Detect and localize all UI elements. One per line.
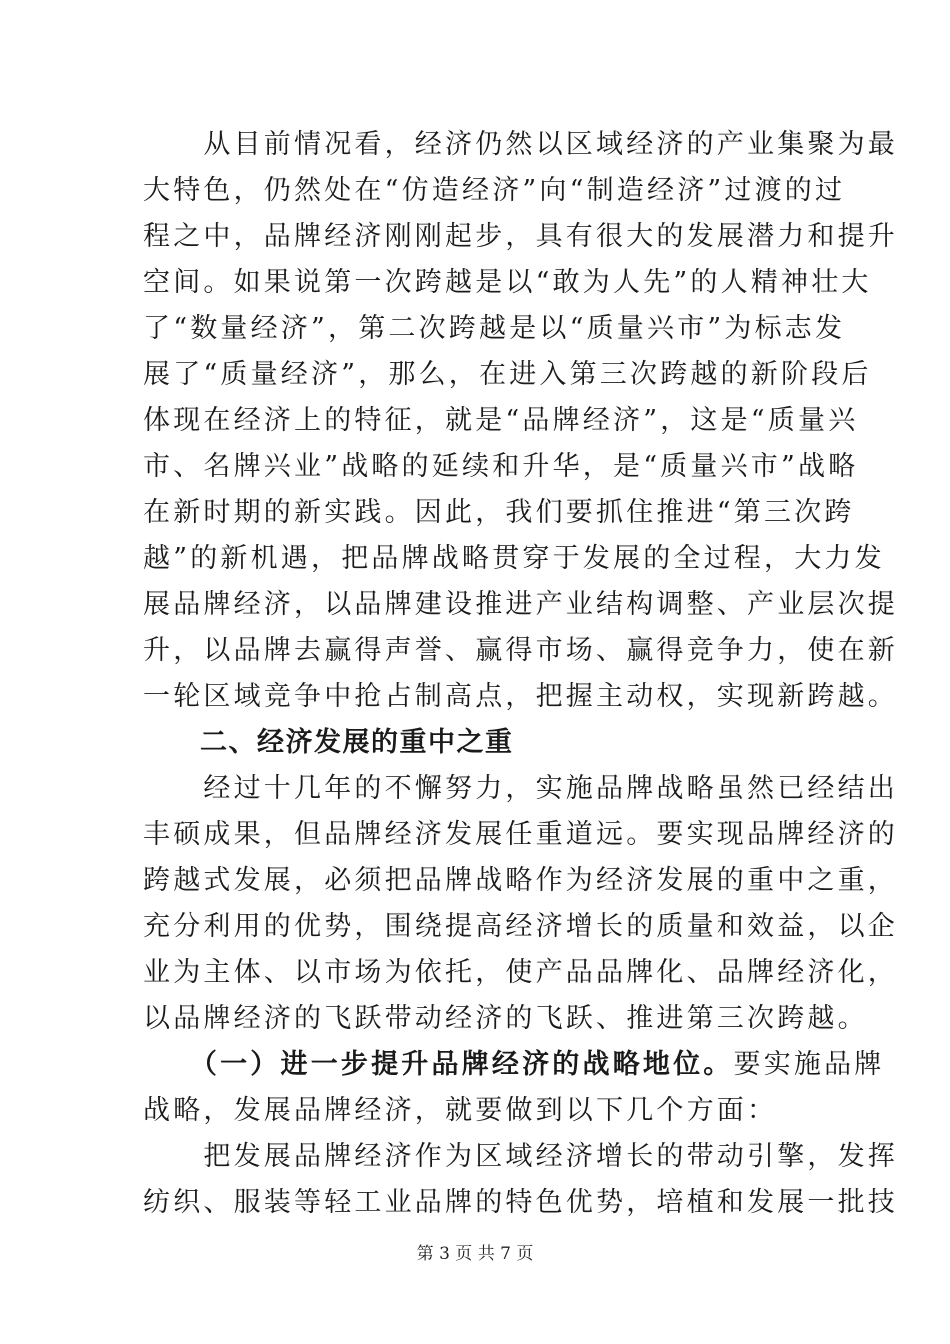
subsection-heading: （一）进一步提升品牌经济的战略地位。 xyxy=(143,1049,734,1080)
paragraph-line: 展了“质量经济”，那么，在进入第三次跨越的新阶段后 xyxy=(143,359,872,390)
paragraph-line: 纺织、服装等轻工业品牌的特色优势，培植和发展一批技 xyxy=(143,1187,898,1218)
paragraph-line: 以品牌经济的飞跃带动经济的飞跃、推进第三次跨越。 xyxy=(143,1003,868,1034)
paragraph-line: 了“数量经济”，第二次跨越是以“质量兴市”为标志发 xyxy=(143,313,846,344)
paragraph-line: 业为主体、以市场为依托，使产品品牌化、品牌经济化， xyxy=(143,957,898,988)
paragraph-line: 充分利用的优势，围绕提高经济增长的质量和效益，以企 xyxy=(143,911,898,942)
paragraph-line: 升，以品牌去赢得声誉、赢得市场、赢得竞争力，使在新 xyxy=(143,635,898,666)
paragraph-line: 丰硕成果，但品牌经济发展任重道远。要实现品牌经济的 xyxy=(143,819,898,850)
paragraph-line: 体现在经济上的特征，就是“品牌经济”，这是“质量兴 xyxy=(143,405,859,436)
paragraph-line: 越”的新机遇，把品牌战略贯穿于发展的全过程，大力发 xyxy=(143,543,885,574)
paragraph-line: 跨越式发展，必须把品牌战略作为经济发展的重中之重， xyxy=(143,865,898,896)
paragraph-line: 在新时期的新实践。因此，我们要抓住推进“第三次跨 xyxy=(143,497,855,528)
paragraph-line: 一轮区域竞争中抢占制高点，把握主动权，实现新跨越。 xyxy=(143,681,898,712)
paragraph-line: 从目前情况看，经济仍然以区域经济的产业集聚为最 xyxy=(143,129,898,160)
paragraph-line: 展品牌经济，以品牌建设推进产业结构调整、产业层次提 xyxy=(143,589,898,620)
paragraph-line: 市、名牌兴业”战略的延续和升华，是“质量兴市”战略 xyxy=(143,451,859,482)
paragraph-line: 大特色，仍然处在“仿造经济”向“制造经济”过渡的过 xyxy=(143,175,846,206)
paragraph-line: 战略，发展品牌经济，就要做到以下几个方面： xyxy=(143,1095,778,1126)
subsection-text: 要实施品牌 xyxy=(733,1049,885,1080)
paragraph-line: 程之中，品牌经济刚刚起步，具有很大的发展潜力和提升 xyxy=(143,221,898,252)
section-heading: 二、经济发展的重中之重 xyxy=(143,727,514,758)
subsection-line xyxy=(143,1042,885,1088)
page-footer: 第 3 页 共 7 页 xyxy=(416,1244,534,1264)
paragraph-line: 经过十几年的不懈努力，实施品牌战略虽然已经结出 xyxy=(143,773,898,804)
paragraph-line: 把发展品牌经济作为区域经济增长的带动引擎，发挥 xyxy=(143,1141,898,1172)
paragraph-line: 空间。如果说第一次跨越是以“敢为人先”的人精神壮大 xyxy=(143,267,872,298)
document-body xyxy=(143,122,898,1226)
